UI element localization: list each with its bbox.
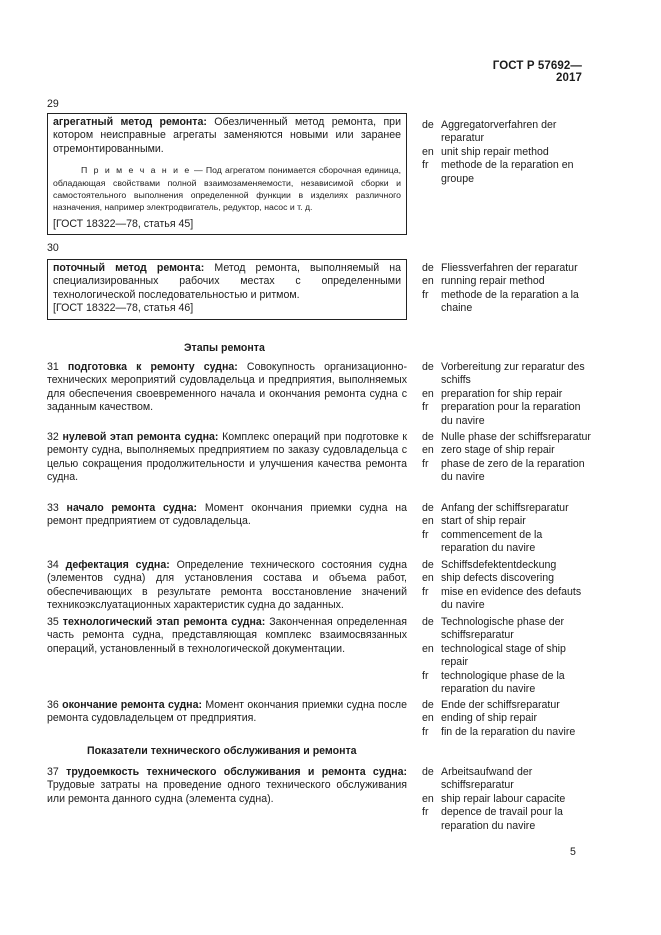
lang-code: de (422, 502, 434, 514)
translations (422, 361, 592, 428)
translation-de: Aggregatorverfahren der reparatur (441, 119, 557, 145)
definition: Момент окончания приемки судна на ремонт предприятием от судовладельца. (47, 502, 407, 528)
term-entry-boxed (47, 113, 407, 235)
reference: [ГОСТ 18322—78, статья 46] (53, 302, 194, 315)
lang-code: de (422, 766, 434, 778)
definition: Совокупность организационно-технических мероприятий судовладельца и предприятия, выполняемых для обеспечения своевременного начала и окончания ремонта судна с заданным качеством. (47, 361, 407, 414)
translation-fr: methode de la reparation a la chaine (441, 288, 579, 315)
translation-fr: technologique phase de la reparation du navire (441, 669, 565, 696)
term: начало ремонта судна: (66, 502, 198, 514)
lang-code: en (422, 642, 434, 655)
definition: Метод ремонта, выполняемый на специализированных рабочих местах с определенными технологической последовательностью и ритмом. (53, 262, 401, 301)
translation-en: ship repair labour capacite (441, 792, 566, 805)
lang-code: fr (422, 159, 429, 172)
translation-fr: phase de zero de la reparation du navire (441, 457, 585, 484)
translation-de: Arbeitsaufwand der schiffsreparatur (441, 766, 533, 792)
translation-de: Ende der schiffsreparatur (441, 699, 560, 711)
lang-code: de (422, 699, 434, 711)
term-entry (47, 361, 407, 415)
lang-code: fr (422, 528, 429, 541)
translation-fr: preparation pour la reparation du navire (441, 401, 581, 427)
term-entry-boxed (47, 259, 407, 320)
section-title: Этапы ремонта (184, 342, 265, 354)
lang-code: en (422, 145, 434, 158)
term-entry (47, 699, 407, 726)
page-number: 5 (570, 846, 576, 858)
translation-en: unit ship repair method (441, 145, 549, 158)
term-entry (47, 559, 407, 613)
lang-code: en (422, 572, 434, 585)
section-title: Показатели технического обслуживания и ремонта (87, 745, 357, 757)
entry-number: 34 (47, 559, 59, 571)
translations (422, 502, 592, 556)
note-text: — Под агрегатом понимается сборочная единица, обладающая свойствами полной взаимозаменяемости, независимой сборки и самостоятельного выполнения определенной функции в изделиях различного назначения, например электродвигатель, редуктор, насос и т. д. (53, 165, 401, 213)
definition: Определение технического состояния судна (элементов судна) для установления состава и объема работ, обеспечивающих в результате ремонта восстановление значений техникоэкслуатационных характеристик судна до заданных. (47, 559, 407, 612)
note (53, 164, 401, 214)
translation-en: running repair method (441, 275, 545, 288)
lang-code: de (422, 262, 434, 274)
lang-code: fr (422, 806, 429, 819)
translation-de: Technologische phase der schiffsreparatur (441, 616, 565, 642)
definition: Комплекс операций при подготовке к ремонту судна, выполняемых предприятием по заказу судовладельца с целью сокращения продолжительности и улучшения качества ремонта судна. (47, 431, 407, 484)
standard-code: ГОСТ Р 57692—2017 (492, 60, 582, 84)
term: дефектация судна: (65, 559, 170, 571)
lang-code: fr (422, 288, 429, 301)
lang-code: fr (422, 669, 429, 682)
entry-number: 31 (47, 361, 59, 373)
lang-code: fr (422, 401, 429, 414)
lang-code: de (422, 616, 434, 628)
translations (422, 262, 592, 316)
translations (422, 119, 592, 186)
definition: Момент окончания приемки судна после ремонта судовладельцем от предприятия. (47, 699, 408, 725)
lang-code: en (422, 444, 434, 457)
translation-fr: commencement de la reparation du navire (441, 528, 543, 555)
lang-code: fr (422, 725, 429, 738)
translation-en: preparation for ship repair (441, 387, 563, 400)
translation-fr: methode de la reparation en groupe (441, 159, 574, 185)
lang-code: fr (422, 585, 429, 598)
lang-code: de (422, 119, 434, 131)
translations (422, 559, 592, 613)
term-definition (53, 262, 401, 302)
term: технологический этап ремонта судна: (62, 616, 266, 628)
term-entry (47, 616, 407, 656)
translation-fr: mise en evidence des defauts du navire (441, 585, 582, 612)
translations (422, 616, 592, 696)
translation-en: technological stage of ship repair (441, 642, 566, 669)
entry-number: 32 (47, 431, 59, 443)
lang-code: de (422, 431, 434, 443)
translation-de: Fliessverfahren der reparatur (441, 262, 578, 274)
definition: Трудовые затраты на проведение одного технического обслуживания или ремонта данного судна (элемента судна). (47, 779, 407, 805)
entry-number: 36 (47, 699, 59, 711)
lang-code: de (422, 361, 434, 373)
term-entry (47, 502, 407, 529)
term: нулевой этап ремонта судна: (62, 431, 219, 443)
term: агрегатный метод ремонта: (53, 116, 207, 128)
definition: Законченная определенная часть ремонта судна, представляющая комплекс взаимосвязанных операций, установленный в технологической документации. (47, 616, 407, 655)
term: поточный метод ремонта: (53, 262, 205, 274)
term: подготовка к ремонту судна: (67, 361, 238, 373)
term: окончание ремонта судна: (62, 699, 203, 711)
lang-code: en (422, 275, 434, 288)
lang-code: en (422, 387, 434, 400)
term-entry (47, 766, 407, 806)
entry-number: 37 (47, 766, 59, 778)
translations (422, 699, 592, 739)
term: трудоемкость технического обслуживания и ремонта судна: (66, 766, 407, 778)
term-definition (53, 116, 401, 156)
translations (422, 766, 592, 833)
translation-fr: depence de travail pour la reparation du navire (441, 806, 563, 832)
entry-number: 29 (47, 98, 59, 110)
translation-de: Vorbereitung zur reparatur des schiffs (441, 361, 585, 387)
translation-de: Nulle phase der schiffsreparatur (441, 431, 591, 443)
entry-number: 33 (47, 502, 59, 514)
lang-code: en (422, 792, 434, 805)
translation-en: ending of ship repair (441, 712, 537, 725)
translation-en: start of ship repair (441, 515, 526, 528)
translation-de: Schiffsdefektentdeckung (441, 559, 557, 571)
translation-en: ship defects discovering (441, 572, 555, 585)
definition: Обезличенный метод ремонта, при котором неисправные агрегаты заменяются новыми или заранее отремонтированными. (53, 116, 401, 155)
translation-fr: fin de la reparation du navire (441, 725, 576, 738)
entry-number: 35 (47, 616, 59, 628)
entry-number: 30 (47, 242, 59, 254)
lang-code: en (422, 712, 434, 725)
lang-code: en (422, 515, 434, 528)
translation-de: Anfang der schiffsreparatur (441, 502, 569, 514)
reference: [ГОСТ 18322—78, статья 45] (53, 217, 194, 230)
lang-code: de (422, 559, 434, 571)
term-entry (47, 431, 407, 485)
note-label: П р и м е ч а н и е (81, 165, 191, 176)
translations (422, 431, 592, 485)
translation-en: zero stage of ship repair (441, 444, 555, 457)
lang-code: fr (422, 457, 429, 470)
